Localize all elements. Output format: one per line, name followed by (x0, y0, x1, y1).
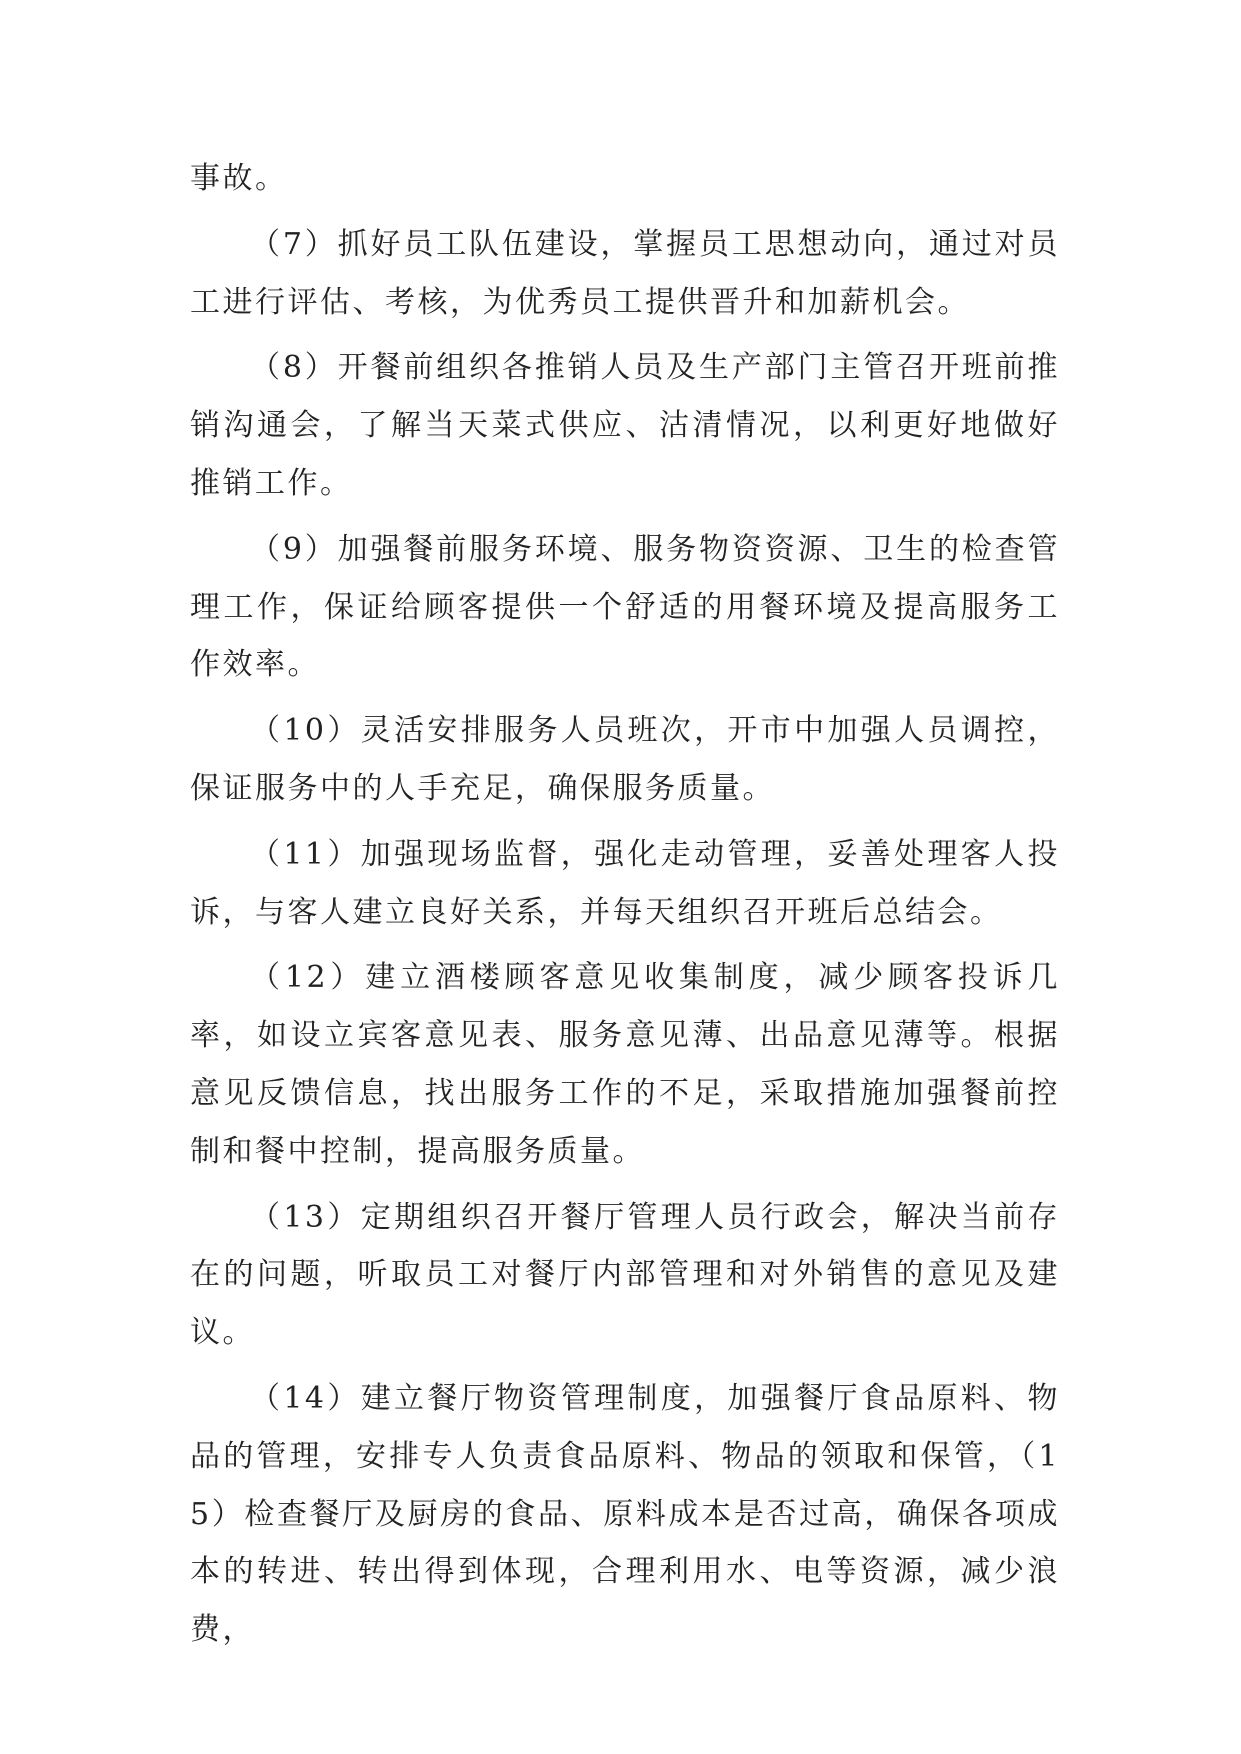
paragraph-item-11: （11）加强现场监督，强化走动管理，妥善处理客人投诉，与客人建立良好关系，并每天组织召开班后总结会。 (190, 836, 1060, 930)
paragraph-item-8: （8）开餐前组织各推销人员及生产部门主管召开班前推销沟通会，了解当天菜式供应、沽清情况，以利更好地做好推销工作。 (190, 350, 1060, 501)
paragraph-item-10: （10）灵活安排服务人员班次，开市中加强人员调控，保证服务中的人手充足，确保服务质量。 (190, 713, 1060, 806)
paragraph-continuation: 事故。 (190, 161, 288, 196)
document-body (190, 150, 1060, 1667)
paragraph-item-13: （13）定期组织召开餐厅管理人员行政会，解决当前存在的问题，听取员工对餐厅内部管理和对外销售的意见及建议。 (190, 1199, 1060, 1351)
paragraph-item-9: （9）加强餐前服务环境、服务物资资源、卫生的检查管理工作，保证给顾客提供一个舒适的用餐环境及提高服务工作效率。 (190, 531, 1060, 683)
paragraph-item-12: （12）建立酒楼顾客意见收集制度，减少顾客投诉几率，如设立宾客意见表、服务意见薄、出品意见薄等。根据意见反馈信息，找出服务工作的不足，采取措施加强餐前控制和餐中控制，提高服务质量。 (190, 960, 1060, 1169)
paragraph-item-14-15: （14）建立餐厅物资管理制度，加强餐厅食品原料、物品的管理，安排专人负责食品原料、物品的领取和保管，（15）检查餐厅及厨房的食品、原料成本是否过高，确保各项成本的转进、转出得到体现，合理利用水、电等资源，减少浪费， (190, 1380, 1060, 1648)
paragraph-item-7: （7）抓好员工队伍建设，掌握员工思想动向，通过对员工进行评估、考核，为优秀员工提供晋升和加薪机会。 (190, 226, 1060, 320)
